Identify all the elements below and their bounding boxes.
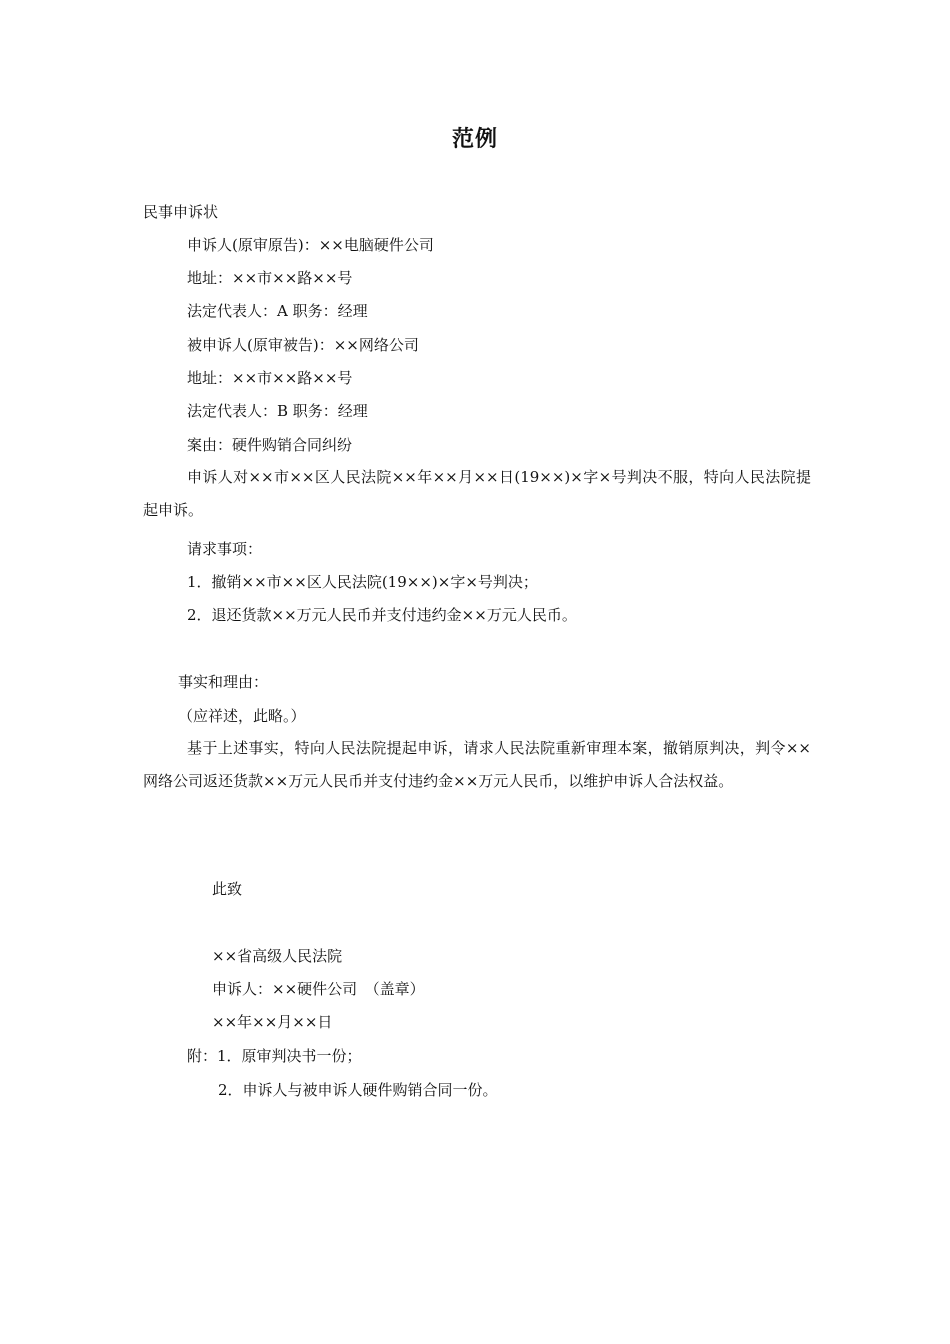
- case-cause: 案由：硬件购销合同纠纷: [187, 436, 353, 454]
- appellant-representative: 法定代表人：A 职务：经理: [187, 302, 368, 320]
- facts-note: （应祥述，此略。）: [178, 707, 306, 725]
- request-item-1: 1．撤销××市××区人民法院(19××)×字×号判决；: [187, 573, 538, 591]
- respondent-address: 地址：××市××路××号: [187, 369, 353, 387]
- closing-salutation: 此致: [212, 880, 243, 898]
- request-item-2: 2．退还货款××万元人民币并支付违约金××万元人民币。: [187, 606, 577, 624]
- page-title: 范例: [451, 127, 498, 152]
- appellant-name: 申诉人(原审原告)：××电脑硬件公司: [187, 236, 434, 254]
- appellant-address: 地址：××市××路××号: [187, 269, 353, 287]
- attachment-2: 2．申诉人与被申诉人硬件购销合同一份。: [218, 1081, 498, 1099]
- respondent-representative: 法定代表人：B 职务：经理: [187, 402, 368, 420]
- closing-signer: 申诉人：××硬件公司 （盖章）: [212, 980, 425, 998]
- closing-court: ××省高级人民法院: [212, 947, 343, 965]
- document-type: 民事申诉状: [143, 203, 219, 221]
- intro-paragraph: 申诉人对××市××区人民法院××年××月××日(19××)×字×号判决不服，特向人民法院提起申诉。: [143, 468, 811, 519]
- facts-heading: 事实和理由：: [178, 673, 269, 691]
- closing-date: ××年××月××日: [212, 1013, 333, 1031]
- attachment-1: 附：1．原审判决书一份；: [187, 1047, 362, 1065]
- requests-heading: 请求事项：: [187, 540, 263, 558]
- facts-paragraph: 基于上述事实，特向人民法院提起申诉，请求人民法院重新审理本案，撤销原判决，判令××网络公司返还货款××万元人民币并支付违约金××万元人民币，以维护申诉人合法权益。: [143, 739, 811, 790]
- respondent-name: 被申诉人(原审被告)：××网络公司: [187, 336, 419, 354]
